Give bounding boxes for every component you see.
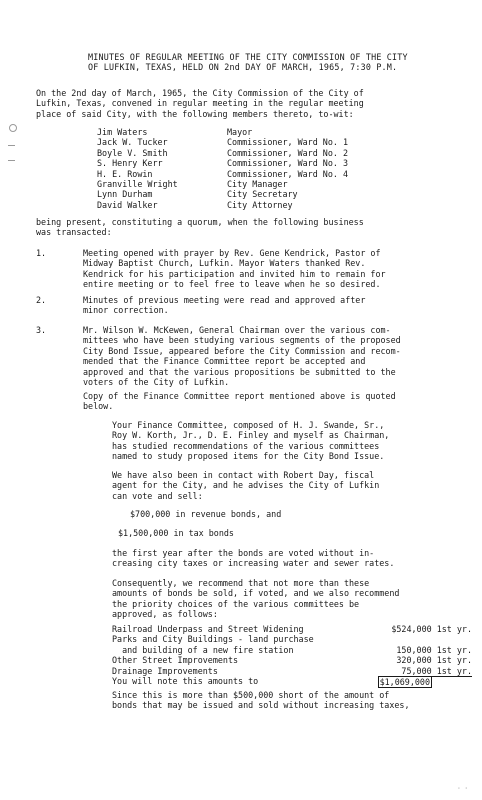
title-line-2: OF LUFKIN, TEXAS, HELD ON 2nd DAY OF MARCH, 1965, 7:30 P.M. — [88, 62, 398, 73]
member-title: City Manager — [227, 178, 288, 189]
document-title — [88, 52, 448, 73]
priority-list — [112, 624, 472, 686]
member-title: Commissioner, Ward No. 2 — [227, 147, 349, 158]
member-row — [97, 179, 417, 189]
item-text: Mr. Wilson W. McKewen, General Chairman over the various com- mittees who have been studying various segments of the proposed City Bond Issue, appeared before the City Commission and recom- mended that the Finance Committee report be accepted and approved and that the various propositions be submitted to the voters of the City of Lufkin. — [83, 325, 401, 388]
item-number: 3. — [36, 325, 47, 335]
margin-dash-mark — [8, 160, 15, 161]
agenda-item-1 — [36, 248, 466, 292]
revenue-bonds-line: $700,000 in revenue bonds, and — [130, 509, 282, 519]
member-title: City Attorney — [227, 199, 293, 210]
priority-label: and building of a new fire station — [112, 644, 294, 655]
member-name: David Walker — [97, 199, 158, 210]
member-name: Jim Waters — [97, 127, 148, 137]
priority-label: Drainage Improvements — [112, 665, 218, 676]
priority-row — [112, 666, 472, 676]
member-row — [97, 148, 417, 158]
item-text: Minutes of previous meeting were read and approved after minor correction. — [83, 295, 366, 316]
report-paragraph-3: the first year after the bonds are voted without in- creasing city taxes or increasing water and sewer rates. — [112, 548, 395, 569]
priority-total-row — [112, 676, 472, 686]
priority-label: Railroad Underpass and Street Widening — [112, 624, 304, 634]
margin-circle-mark — [9, 124, 17, 132]
member-title: Commissioner, Ward No. 1 — [227, 137, 349, 148]
item-number: 2. — [36, 295, 47, 305]
report-paragraph-2: We have also been in contact with Robert Day, fiscal agent for the City, and he advises the City of Lufkin can vote and sell: — [112, 470, 380, 501]
member-name: H. E. Rowin — [97, 168, 153, 179]
member-row — [97, 189, 417, 199]
priority-label: Parks and City Buildings - land purchase — [112, 634, 314, 645]
copy-note: Copy of the Finance Committee report mentioned above is quoted below. — [83, 391, 396, 412]
member-title: City Secretary — [227, 189, 298, 200]
priority-row — [112, 624, 472, 634]
priority-total-amount: $1,069,000 — [379, 676, 430, 687]
priority-label: You will note this amounts to — [112, 675, 259, 686]
tax-bonds-line: $1,500,000 in tax bonds — [118, 528, 234, 538]
priority-amount: 320,000 1st yr. — [396, 655, 472, 666]
agenda-item-3 — [36, 325, 466, 389]
priority-row — [112, 634, 472, 644]
item-number: 1. — [36, 248, 47, 258]
member-name: Lynn Durham — [97, 189, 153, 200]
margin-dash-mark — [8, 145, 15, 146]
item-text: Meeting opened with prayer by Rev. Gene Kendrick, Pastor of Midway Baptist Church, Lufkin. Mayor Waters thanked Rev. Kendrick for his participation and invited him to remain for entire meeting or to feel free to leave when he so desired. — [83, 248, 386, 290]
intro-paragraph: On the 2nd day of March, 1965, the City Commission of the City of Lufkin, Texas, convened in regular meeting in the regular meeting place of said City, with the following members thereto, to-wit: — [36, 88, 364, 119]
priority-amount: 150,000 1st yr. — [396, 644, 472, 655]
report-paragraph-1: Your Finance Committee, composed of H. J. Swande, Sr., Roy W. Korth, Jr., D. E. Finley and myself as Chairman, has studied recommendations of the various committees named to study proposed items for the City Bond Issue. — [112, 420, 390, 462]
title-line-1: MINUTES OF REGULAR MEETING OF THE CITY COMMISSION OF THE CITY — [88, 52, 408, 62]
member-title: Mayor — [227, 127, 253, 137]
priority-amount: 75,000 1st yr. — [401, 665, 472, 676]
member-row — [97, 200, 417, 210]
member-row — [97, 158, 417, 168]
priority-row — [112, 655, 472, 665]
page-corner-mark: · · — [457, 784, 468, 792]
member-row — [97, 169, 417, 179]
member-name: Jack W. Tucker — [97, 137, 168, 148]
priority-label: Other Street Improvements — [112, 655, 239, 666]
report-paragraph-5: Since this is more than $500,000 short of the amount of bonds that may be issued and sold without increasing taxes, — [112, 690, 410, 711]
quorum-paragraph: being present, constituting a quorum, when the following business was transacted: — [36, 217, 364, 238]
member-row — [97, 127, 417, 137]
member-title: Commissioner, Ward No. 3 — [227, 158, 349, 169]
priority-amount: $524,000 1st yr. — [391, 624, 472, 634]
members-roster — [97, 127, 417, 210]
member-row — [97, 137, 417, 147]
priority-row — [112, 645, 472, 655]
agenda-item-2 — [36, 295, 466, 317]
report-paragraph-4: Consequently, we recommend that not more than these amounts of bonds be sold, if voted, and we also recommend the priority choices of the various committees be approved, as follows: — [112, 578, 400, 620]
member-name: Boyle V. Smith — [97, 147, 168, 158]
member-title: Commissioner, Ward No. 4 — [227, 168, 349, 179]
member-name: S. Henry Kerr — [97, 158, 163, 169]
member-name: Granville Wright — [97, 178, 178, 189]
